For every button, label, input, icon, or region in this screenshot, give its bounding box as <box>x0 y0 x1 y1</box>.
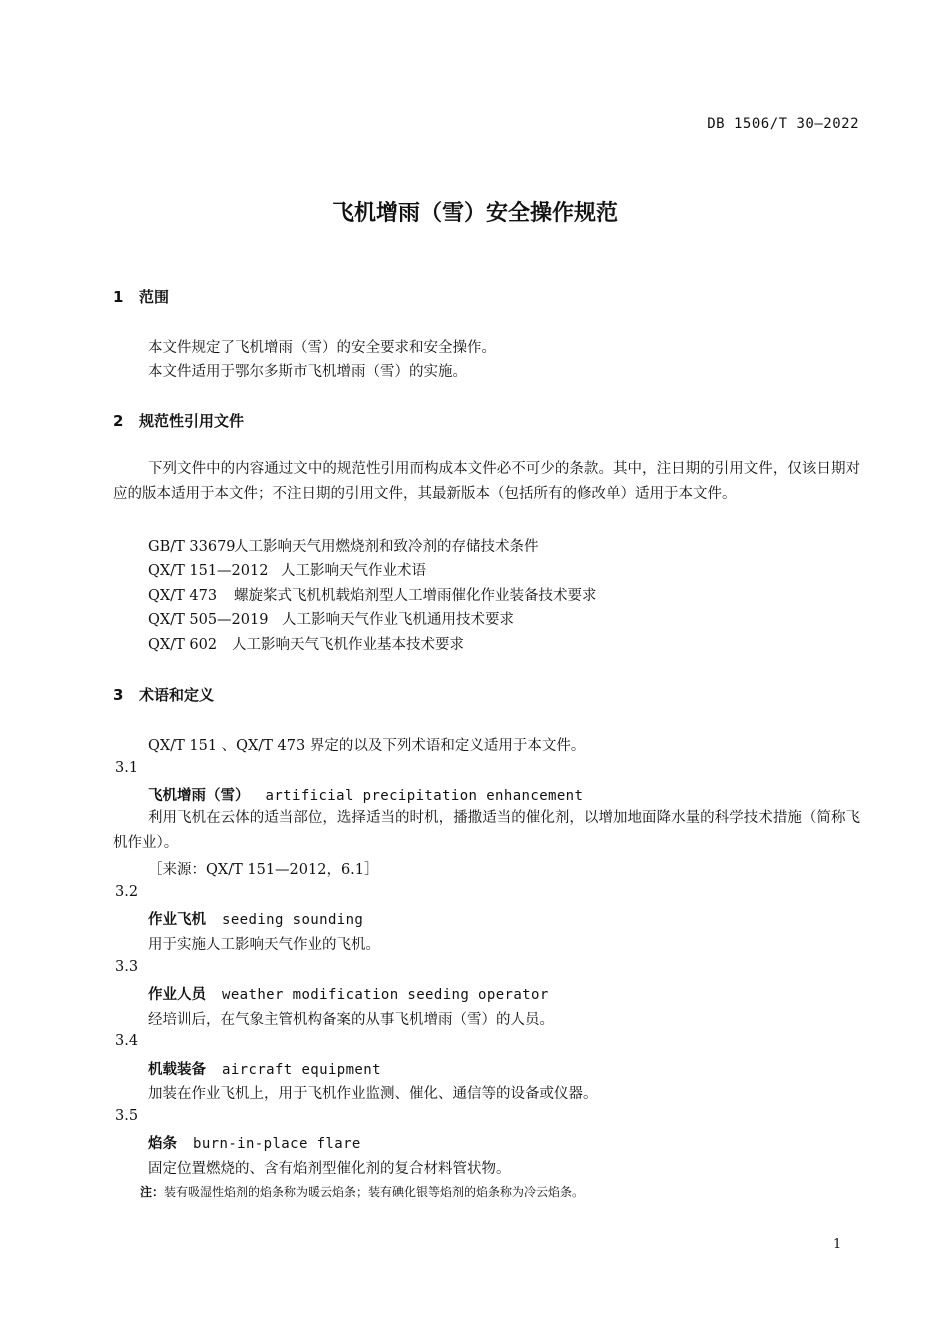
reference-code: QX/T 602 <box>148 637 218 653</box>
reference-item <box>148 608 514 629</box>
section-number: 2 <box>113 412 124 430</box>
reference-code: GB/T 33679 <box>148 539 236 555</box>
section-number: 3 <box>113 686 124 704</box>
section-title: 规范性引用文件 <box>139 412 245 430</box>
term-number: 3.4 <box>115 1033 139 1049</box>
reference-code: QX/T 505—2019 <box>148 612 269 628</box>
term-entry <box>148 1132 361 1153</box>
reference-code: QX/T 473 <box>148 588 218 604</box>
term-english: weather modification seeding operator <box>222 987 549 1003</box>
term-chinese: 作业人员 <box>148 987 206 1003</box>
term-number: 3.2 <box>115 884 139 900</box>
section-3-heading <box>113 684 214 705</box>
term-note <box>140 1183 584 1200</box>
paragraph: QX/T 151 、QX/T 473 界定的以及下列术语和定义适用于本文件。 <box>148 738 586 754</box>
term-english: aircraft equipment <box>222 1062 381 1078</box>
page-number: 1 <box>833 1237 842 1252</box>
reference-title: 人工影响天气飞机作业基本技术要求 <box>232 637 464 653</box>
document-title: 飞机增雨（雪）安全操作规范 <box>331 201 618 226</box>
reference-item <box>148 584 597 605</box>
note-label: 注： <box>140 1185 165 1199</box>
term-chinese: 焰条 <box>148 1136 177 1152</box>
term-english: artificial precipitation enhancement <box>265 788 584 804</box>
paragraph: 本文件适用于鄂尔多斯市飞机增雨（雪）的实施。 <box>148 364 467 380</box>
term-chinese: 作业飞机 <box>148 912 206 928</box>
term-chinese: 机载装备 <box>148 1062 206 1078</box>
term-number: 3.5 <box>115 1108 139 1124</box>
section-title: 范围 <box>139 288 170 306</box>
term-definition: 固定位置燃烧的、含有焰剂型催化剂的复合材料管状物。 <box>148 1161 511 1177</box>
reference-title: 人工影响天气用燃烧剂和致冷剂的存储技术条件 <box>234 539 539 555</box>
paragraph: 下列文件中的内容通过文中的规范性引用而构成本文件必不可少的条款。其中，注日期的引用文件，仅该日期对应的版本适用于本文件；不注日期的引用文件，其最新版本（包括所有的修改单）适用于本文件。 <box>113 461 860 502</box>
reference-item <box>148 559 426 580</box>
reference-item <box>148 633 464 654</box>
section-1-heading <box>113 286 169 307</box>
term-number: 3.3 <box>115 959 139 975</box>
term-entry <box>148 983 549 1004</box>
term-entry <box>148 908 363 929</box>
term-chinese: 飞机增雨（雪） <box>148 788 250 804</box>
term-number: 3.1 <box>115 760 139 776</box>
term-definition: 利用飞机在云体的适当部位，选择适当的时机，播撒适当的催化剂，以增加地面降水量的科学技术措施（简称飞机作业）。 <box>113 810 860 851</box>
term-english: seeding sounding <box>222 912 364 928</box>
term-english: burn-in-place flare <box>193 1136 361 1152</box>
term-source: ［来源：QX/T 151—2012，6.1］ <box>148 862 379 878</box>
term-entry <box>148 1058 381 1079</box>
reference-item <box>148 535 539 556</box>
note-text: 装有吸湿性焰剂的焰条称为暖云焰条；装有碘化银等焰剂的焰条称为冷云焰条。 <box>164 1185 585 1199</box>
term-definition: 用于实施人工影响天气作业的飞机。 <box>148 937 380 953</box>
section-number: 1 <box>113 288 124 306</box>
term-definition: 加装在作业飞机上，用于飞机作业监测、催化、通信等的设备或仪器。 <box>148 1086 598 1102</box>
reference-title: 螺旋桨式飞机机载焰剂型人工增雨催化作业装备技术要求 <box>234 588 597 604</box>
document-number: DB 1506/T 30—2022 <box>707 116 859 132</box>
paragraph: 本文件规定了飞机增雨（雪）的安全要求和安全操作。 <box>148 340 496 356</box>
term-definition: 经培训后，在气象主管机构备案的从事飞机增雨（雪）的人员。 <box>148 1012 554 1028</box>
section-title: 术语和定义 <box>139 686 215 704</box>
reference-title: 人工影响天气作业飞机通用技术要求 <box>282 612 514 628</box>
section-2-heading <box>113 410 244 431</box>
term-entry <box>148 784 583 805</box>
reference-code: QX/T 151—2012 <box>148 563 269 579</box>
reference-title: 人工影响天气作业术语 <box>281 563 426 579</box>
